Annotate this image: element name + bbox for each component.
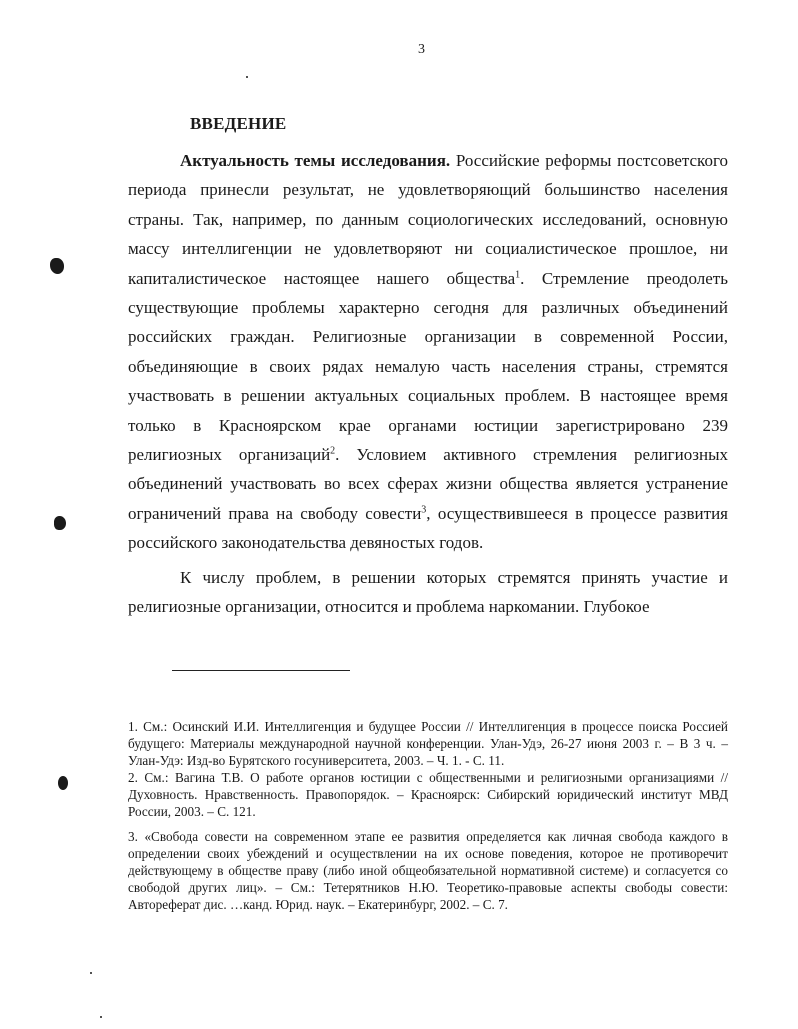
paragraph-lead: Актуальность темы исследования. (180, 151, 451, 170)
page-number: 3 (418, 42, 425, 57)
paragraph-text: . Условием активного стремления религиозных объединений участвовать во всех сферах жизни общества является устранение ограничений права на свободу совести (128, 445, 728, 523)
scan-speck (100, 1016, 102, 1018)
footnote-ref-2: 2 (330, 445, 336, 457)
scan-speck (58, 776, 68, 790)
scan-speck (50, 258, 64, 274)
footnote-ref-3: 3 (421, 504, 427, 516)
paragraph-text: , осуществившееся в процессе развития российского законодательства девяностых годов. (128, 503, 728, 553)
scan-speck (246, 76, 248, 78)
footnote-2: 2. См.: Вагина Т.В. О работе органов юстиции с общественными и религиозными организациями // Духовность. Нравственность. Правопорядок. – Красноярск: Сибирский юридический институт МВД России, 2003. – С. 121. (128, 770, 728, 819)
paragraph-problems: К числу проблем, в решении которых стремятся принять участие и религиозные организации, относится и проблема наркомании. Глубокое (128, 567, 728, 617)
paragraph-text: Российские реформы постсоветского периода принесли результат, не удовлетворяющий большинство населения страны. Так, например, по данным социологических исследований, основную массу интеллигенции не удовлетворяют ни социалистическое прошлое, ни капиталистическое настоящее нашего общества (128, 151, 728, 288)
main-text (128, 146, 728, 622)
paragraph-text: . Стремление преодолеть существующие проблемы характерно сегодня для различных объединений российских граждан. Религиозные организации в современной России, объединяющие в своих рядах немалую часть населения страны, стремятся участвовать в решении актуальных социальных проблем. В настоящее время только в Красноярском крае органами юстиции зарегистрировано 239 религиозных организаций (128, 268, 728, 465)
footnote-1: 1. См.: Осинский И.И. Интеллигенция и будущее России // Интеллигенция в процессе поиска Россией будущего: Материалы международной научной конференции. Улан-Удэ, 26-27 июня 2003 г. – В 3 ч. – Улан-Удэ: Изд-во Бурятского госуниверситета, 2003. – Ч. 1. - С. 11. (128, 719, 728, 768)
footnote-ref-1: 1 (515, 268, 521, 280)
footnotes (128, 718, 728, 913)
scan-speck (90, 972, 92, 974)
footnote-separator (172, 670, 350, 671)
paragraph-relevance (128, 146, 728, 558)
scan-speck (54, 516, 66, 530)
footnote-3: 3. «Свобода совести на современном этапе ее развития определяется как личная свобода каждого в определении своих убеждений и осуществлении на их основе поведения, которое не противоречит действующему в обществе праву (либо иной общеобязательной нормативной системе) и согласуется со свободой других лиц». – См.: Тетерятников Н.Ю. Теоретико-правовые аспекты свободы совести: Автореферат дис. …канд. Юрид. наук. – Екатеринбург, 2002. – С. 7. (128, 829, 728, 912)
section-heading: ВВЕДЕНИЕ (190, 114, 287, 133)
